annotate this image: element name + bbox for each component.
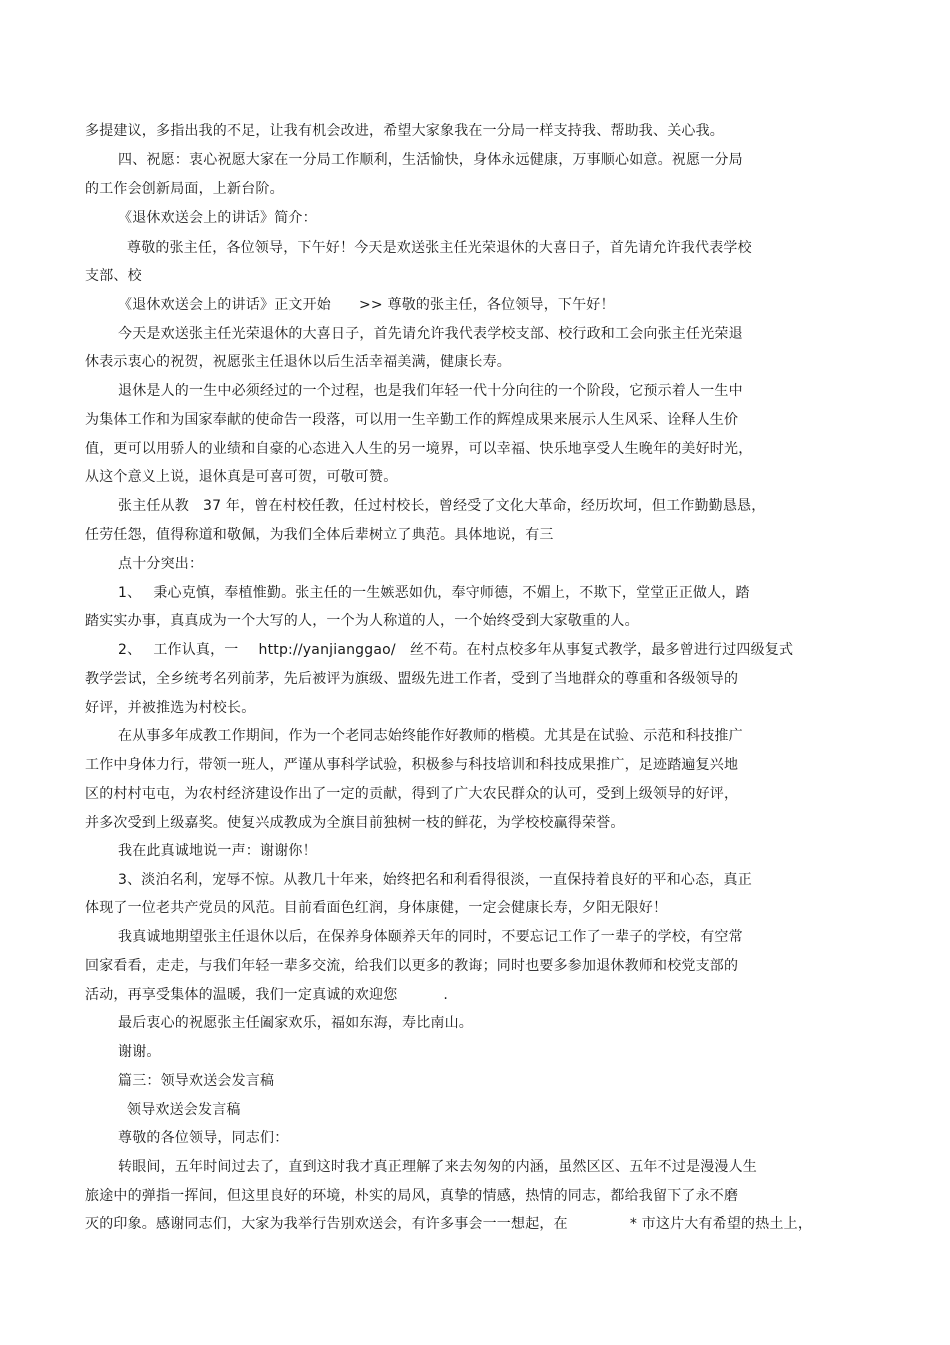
paragraph-line: 今天是欢送张主任光荣退休的大喜日子，首先请允许我代表学校支部、校行政和工会向张主任光荣退 (118, 326, 743, 342)
text-line: 区的村村屯屯，为农村经济建设作出了一定的贡献，得到了广大农民群众的认可，受到上级领导的好评， (85, 786, 739, 802)
intro-heading: 《退休欢送会上的讲话》简介： (118, 210, 317, 226)
text-line: 的工作会创新局面，上新台阶。 (85, 181, 284, 197)
paragraph-line: 退休是人的一生中必须经过的一个过程，也是我们年轻一代十分向往的一个阶段，它预示着人一生中 (118, 383, 743, 399)
paragraph-line: 最后衷心的祝愿张主任阖家欢乐，福如东海，寿比南山。 (118, 1015, 473, 1031)
text-line: 工作中身体力行，带领一班人，严谨从事科学试验，积极参与科技培训和科技成果推广，足迹踏遍复兴地 (85, 757, 739, 773)
text-line: 并多次受到上级嘉奖。使复兴成教成为全旗目前独树一枝的鲜花，为学校校赢得荣誉。 (85, 815, 625, 831)
text-line: 为集体工作和为国家奉献的使命告一段落，可以用一生辛勤工作的辉煌成果来展示人生风采、诠释人生价 (85, 412, 739, 428)
paragraph-line: 在从事多年成教工作期间，作为一个老同志始终能作好教师的楷模。尤其是在试验、示范和科技推广 (118, 728, 743, 744)
text-line: 多提建议，多指出我的不足，让我有机会改进，希望大家象我在一分局一样支持我、帮助我、关心我。 (85, 123, 724, 139)
text-line: 旅途中的弹指一挥间，但这里良好的环境，朴实的局风，真挚的情感，热情的同志，都给我留下了永不磨 (85, 1188, 739, 1204)
url-text: http://yanjianggao/ (258, 642, 396, 658)
text-line: 点十分突出： (118, 556, 204, 572)
text-line: 从这个意义上说，退休真是可喜可贺，可敬可赞。 (85, 469, 398, 485)
text-line: 支部、校 (85, 268, 142, 284)
paragraph-line: 3、淡泊名利，宠辱不惊。从教几十年来，始终把名和利看得很淡，一直保持着良好的平和心态，真正 (118, 872, 752, 888)
paragraph-line: 我真诚地期望张主任退休以后，在保养身体颐养天年的同时，不要忘记工作了一辈子的学校，有空常 (118, 929, 743, 945)
text-segment: 张主任从教 (118, 498, 189, 514)
item-text: 。在村点校多年从事复式教学，最多曾进行过四级复式 (452, 642, 794, 658)
text-segment: 活动，再享受集体的温暖，我们一定真诚的欢迎您 (85, 987, 398, 1003)
text-segment: 37 年，曾在村校任教，任过村校长，曾经受了文化大革命，经历坎坷，但工作勤勤恳恳， (203, 498, 766, 514)
item-text: 工作认真，一 (153, 642, 239, 658)
paragraph-line: 我在此真诚地说一声：谢谢你！ (118, 843, 317, 859)
item-text: 丝不苟 (409, 642, 453, 658)
text-line: 教学尝试，全乡统考名列前茅，先后被评为旗级、盟级先进工作者，受到了当地群众的尊重和各级领导的 (85, 671, 739, 687)
text-line: 回家看看，走走，与我们年轻一辈多交流，给我们以更多的教诲；同时也要多参加退休教师和校党支部的 (85, 958, 739, 974)
item-text: 秉心克慎，奉植惟勤。张主任的一生嫉恶如仇，奉守师德，不媚上，不欺下，堂堂正正做人，踏 (153, 585, 750, 601)
paragraph-line: 转眼间，五年时间过去了，直到这时我才真正理解了来去匆匆的内涵，虽然区区、五年不过是漫漫人生 (118, 1159, 757, 1175)
text-line (85, 986, 448, 1004)
paragraph-line (118, 497, 765, 515)
section-heading: 篇三：领导欢送会发言稿 (118, 1073, 275, 1089)
text-line: 任劳任怨，值得称道和敬佩，为我们全体后辈树立了典范。具体地说，有三 (85, 527, 554, 543)
text-line: 踏实实办事，真真成为一个大写的人，一个为人称道的人，一个始终受到大家敬重的人。 (85, 613, 639, 629)
text-segment: 灭的印象。感谢同志们，大家为我举行告别欢送会，有许多事会一一想起，在 (85, 1216, 568, 1232)
text-line: 好评，并被推选为村校长。 (85, 700, 256, 716)
text-line: 值，更可以用骄人的业绩和自豪的心态进入人生的另一境界，可以幸福、快乐地享受人生晚年的美好时光， (85, 441, 753, 457)
text-segment: * 市这片大有希望的热土上， (629, 1216, 813, 1232)
paragraph-line: 尊敬的张主任，各位领导，下午好！今天是欢送张主任光荣退休的大喜日子，首先请允许我代表学校 (127, 240, 752, 256)
salutation: 尊敬的各位领导，同志们： (118, 1130, 289, 1146)
item-number: 2、 (118, 642, 142, 658)
text-line (85, 1215, 812, 1233)
text-segment: . (443, 987, 449, 1003)
body-start-label: 《退休欢送会上的讲话》正文开始 (118, 297, 331, 313)
numbered-line (118, 584, 750, 602)
body-start-line (118, 296, 615, 314)
item-number: 1、 (118, 585, 142, 601)
paragraph-line: 谢谢。 (118, 1044, 161, 1060)
speech-title: 领导欢送会发言稿 (127, 1102, 241, 1118)
greeting-text: >> 尊敬的张主任，各位领导，下午好！ (359, 297, 615, 313)
paragraph-line: 四、祝愿：衷心祝愿大家在一分局工作顺利，生活愉快，身体永远健康，万事顺心如意。祝愿一分局 (118, 152, 743, 168)
text-line: 体现了一位老共产党员的风范。目前看面色红润，身体康健，一定会健康长寿，夕阳无限好！ (85, 900, 668, 916)
numbered-line (118, 641, 793, 659)
text-line: 休表示衷心的祝贺，祝愿张主任退休以后生活幸福美满，健康长寿。 (85, 354, 511, 370)
